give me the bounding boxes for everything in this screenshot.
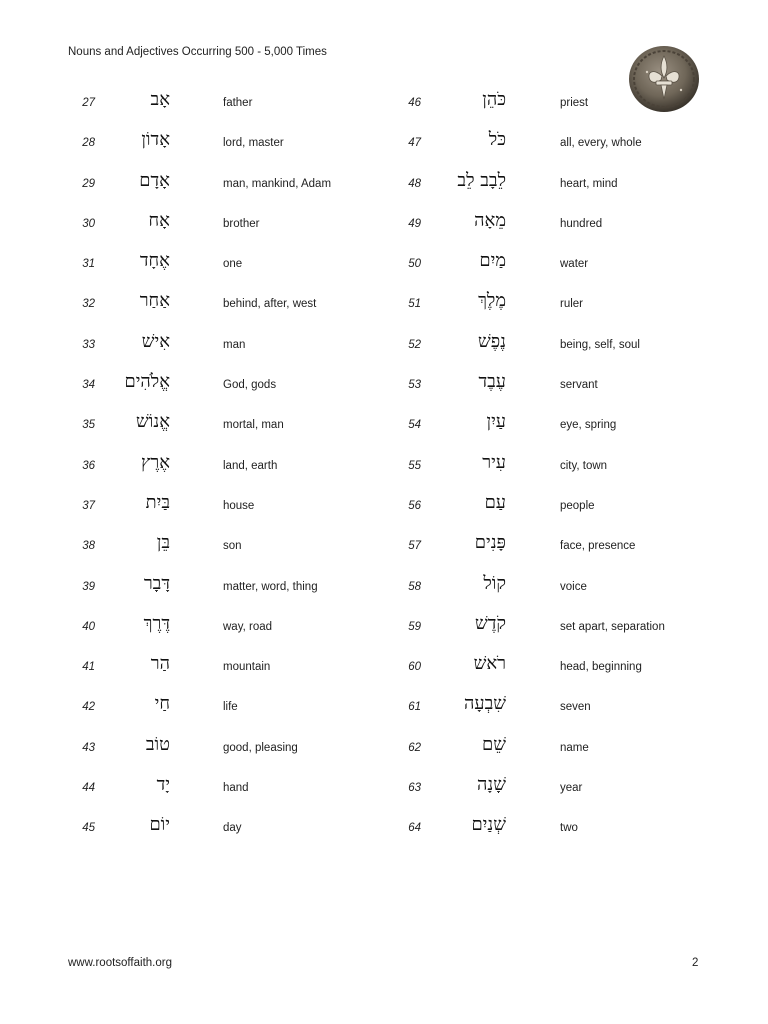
english-meaning: year <box>560 782 583 795</box>
vocab-row <box>330 569 670 609</box>
english-meaning: behind, after, west <box>223 298 317 311</box>
hebrew-word: אָב <box>150 89 170 110</box>
entry-number: 54 <box>408 419 421 432</box>
hebrew-word: מֶלֶךְ <box>478 290 506 312</box>
english-meaning: head, beginning <box>560 661 642 674</box>
english-meaning: day <box>223 822 242 835</box>
entry-number: 29 <box>82 177 95 190</box>
hebrew-word: לֵבָב לֵב <box>457 169 506 191</box>
vocab-row <box>330 528 670 568</box>
vocab-row <box>0 206 340 246</box>
entry-number: 51 <box>408 298 421 311</box>
hebrew-word: הַר <box>150 653 170 675</box>
entry-number: 33 <box>82 338 95 351</box>
vocab-row <box>0 810 340 850</box>
vocab-row <box>0 286 340 326</box>
entry-number: 42 <box>82 701 95 714</box>
english-meaning: man, mankind, Adam <box>223 177 332 190</box>
footer-url: www.rootsoffaith.org <box>68 957 172 969</box>
vocab-row <box>0 528 340 568</box>
english-meaning: being, self, soul <box>560 338 640 351</box>
english-meaning: face, presence <box>560 540 636 553</box>
vocab-row <box>330 206 670 246</box>
hebrew-word: אָח <box>148 209 170 231</box>
hebrew-word: שְׁנַיִם <box>471 814 506 836</box>
vocab-row <box>0 488 340 528</box>
entry-number: 41 <box>82 661 95 674</box>
entry-number: 27 <box>82 97 95 109</box>
vocab-row <box>0 609 340 649</box>
entry-number: 30 <box>82 217 95 230</box>
english-meaning: servant <box>560 379 598 392</box>
entry-number: 36 <box>82 459 95 472</box>
english-meaning: voice <box>560 580 587 593</box>
vocab-row <box>330 327 670 367</box>
entry-number: 50 <box>408 258 421 271</box>
hebrew-word: שָׁנָה <box>477 774 506 796</box>
page-header-title: Nouns and Adjectives Occurring 500 - 5,000 Times <box>68 46 327 58</box>
english-meaning: land, earth <box>223 459 278 472</box>
entry-number: 47 <box>408 137 421 150</box>
english-meaning: eye, spring <box>560 419 617 432</box>
vocab-row <box>0 246 340 286</box>
hebrew-word: פָּנִים <box>474 532 506 554</box>
entry-number: 60 <box>408 661 421 674</box>
english-meaning: city, town <box>560 459 608 472</box>
vocab-row <box>330 770 670 810</box>
vocab-row <box>330 649 670 689</box>
english-meaning: set apart, separation <box>560 620 665 633</box>
hebrew-word: אַחַר <box>139 290 170 312</box>
english-meaning: life <box>223 701 238 714</box>
hebrew-word: אֱנוֹשׁ <box>135 411 170 433</box>
vocab-row <box>0 689 340 729</box>
entry-number: 40 <box>82 620 95 633</box>
english-meaning: heart, mind <box>560 177 618 190</box>
english-meaning: good, pleasing <box>223 741 298 754</box>
vocab-row <box>330 689 670 729</box>
entry-number: 46 <box>408 97 421 109</box>
english-meaning: brother <box>223 217 260 230</box>
hebrew-word: קוֹל <box>483 572 506 594</box>
english-meaning: water <box>560 258 589 271</box>
english-meaning: seven <box>560 701 591 714</box>
entry-number: 64 <box>408 822 421 835</box>
english-meaning: name <box>560 741 589 754</box>
vocab-row <box>0 569 340 609</box>
hebrew-word: מַיִם <box>479 250 506 272</box>
entry-number: 49 <box>408 217 421 230</box>
entry-number: 43 <box>82 741 95 754</box>
hebrew-word: עִיר <box>482 451 506 473</box>
english-meaning: one <box>223 258 243 271</box>
entry-number: 39 <box>82 580 95 593</box>
english-meaning: two <box>560 822 578 835</box>
vocab-row <box>0 125 340 165</box>
vocab-row <box>330 125 670 165</box>
english-meaning: father <box>223 97 253 109</box>
page-number: 2 <box>692 957 699 969</box>
vocab-row <box>0 730 340 770</box>
english-meaning: hand <box>223 782 249 795</box>
hebrew-word: אֱלֹהִים <box>124 371 170 393</box>
vocab-row <box>330 448 670 488</box>
hebrew-word: קֹדֶשׁ <box>474 612 506 634</box>
vocab-row <box>330 730 670 770</box>
hebrew-word: בַּיִת <box>145 491 170 513</box>
hebrew-word: אִישׁ <box>141 330 170 352</box>
hebrew-word: עַם <box>484 491 506 513</box>
hebrew-word: עַיִן <box>486 411 506 433</box>
vocab-row <box>0 367 340 407</box>
english-meaning: people <box>560 499 595 512</box>
english-meaning: lord, master <box>223 137 284 150</box>
entry-number: 48 <box>408 177 421 190</box>
english-meaning: mortal, man <box>223 419 284 432</box>
english-meaning: son <box>223 540 242 553</box>
vocab-row <box>330 286 670 326</box>
hebrew-word: אָדוֹן <box>141 129 170 151</box>
vocab-row <box>330 367 670 407</box>
entry-number: 62 <box>408 741 421 754</box>
hebrew-word: עֶבֶד <box>478 371 506 393</box>
vocab-row <box>330 609 670 649</box>
hebrew-word: כֹּהֵן <box>482 89 506 110</box>
english-meaning: matter, word, thing <box>223 580 318 593</box>
entry-number: 37 <box>82 499 95 512</box>
vocab-row <box>330 246 670 286</box>
vocab-row <box>0 770 340 810</box>
hebrew-word: כֹּל <box>488 129 506 151</box>
hebrew-word: טוֹב <box>145 733 170 755</box>
entry-number: 59 <box>408 620 421 633</box>
entry-number: 52 <box>408 338 421 351</box>
entry-number: 58 <box>408 580 421 593</box>
hebrew-word: אֶרֶץ <box>140 451 170 473</box>
entry-number: 53 <box>408 379 421 392</box>
hebrew-word: רֹאשׁ <box>473 653 506 675</box>
entry-number: 61 <box>408 701 421 714</box>
hebrew-word: דָּבָר <box>143 572 170 594</box>
vocab-row <box>330 488 670 528</box>
english-meaning: all, every, whole <box>560 137 642 150</box>
english-meaning: priest <box>560 97 589 109</box>
hebrew-word: בֵּן <box>156 532 170 554</box>
english-meaning: house <box>223 499 255 512</box>
vocab-row <box>330 85 670 125</box>
hebrew-word: שֵׁם <box>482 733 506 755</box>
vocab-row <box>0 85 340 125</box>
entry-number: 44 <box>82 782 95 795</box>
vocab-row <box>0 649 340 689</box>
vocabulary-column-left <box>0 85 340 851</box>
entry-number: 38 <box>82 540 95 553</box>
entry-number: 31 <box>82 258 95 271</box>
vocabulary-column-right <box>330 85 670 851</box>
vocab-row <box>0 448 340 488</box>
entry-number: 35 <box>82 419 95 432</box>
hebrew-word: שִׁבְעָה <box>464 693 506 715</box>
vocab-row <box>330 810 670 850</box>
entry-number: 55 <box>408 459 421 472</box>
entry-number: 28 <box>82 137 95 150</box>
english-meaning: hundred <box>560 217 603 230</box>
vocab-row <box>0 166 340 206</box>
english-meaning: mountain <box>223 661 271 674</box>
entry-number: 34 <box>82 379 95 392</box>
entry-number: 57 <box>408 540 421 553</box>
english-meaning: way, road <box>223 620 273 633</box>
english-meaning: ruler <box>560 298 584 311</box>
vocab-row <box>0 327 340 367</box>
vocab-row <box>330 166 670 206</box>
entry-number: 56 <box>408 499 421 512</box>
entry-number: 32 <box>82 298 95 311</box>
hebrew-word: נֶפֶשׁ <box>477 330 506 352</box>
entry-number: 63 <box>408 782 421 795</box>
vocab-row <box>330 407 670 447</box>
hebrew-word: מֵאָה <box>474 209 506 231</box>
hebrew-word: חַי <box>154 693 170 715</box>
hebrew-word: דֶּרֶךְ <box>143 612 170 634</box>
english-meaning: man <box>223 338 246 351</box>
hebrew-word: יוֹם <box>149 814 170 836</box>
hebrew-word: אָדָם <box>139 169 170 191</box>
hebrew-word: אֶחָד <box>139 250 170 272</box>
english-meaning: God, gods <box>223 379 277 392</box>
entry-number: 45 <box>82 822 95 835</box>
vocab-row <box>0 407 340 447</box>
hebrew-word: יָד <box>156 774 170 796</box>
